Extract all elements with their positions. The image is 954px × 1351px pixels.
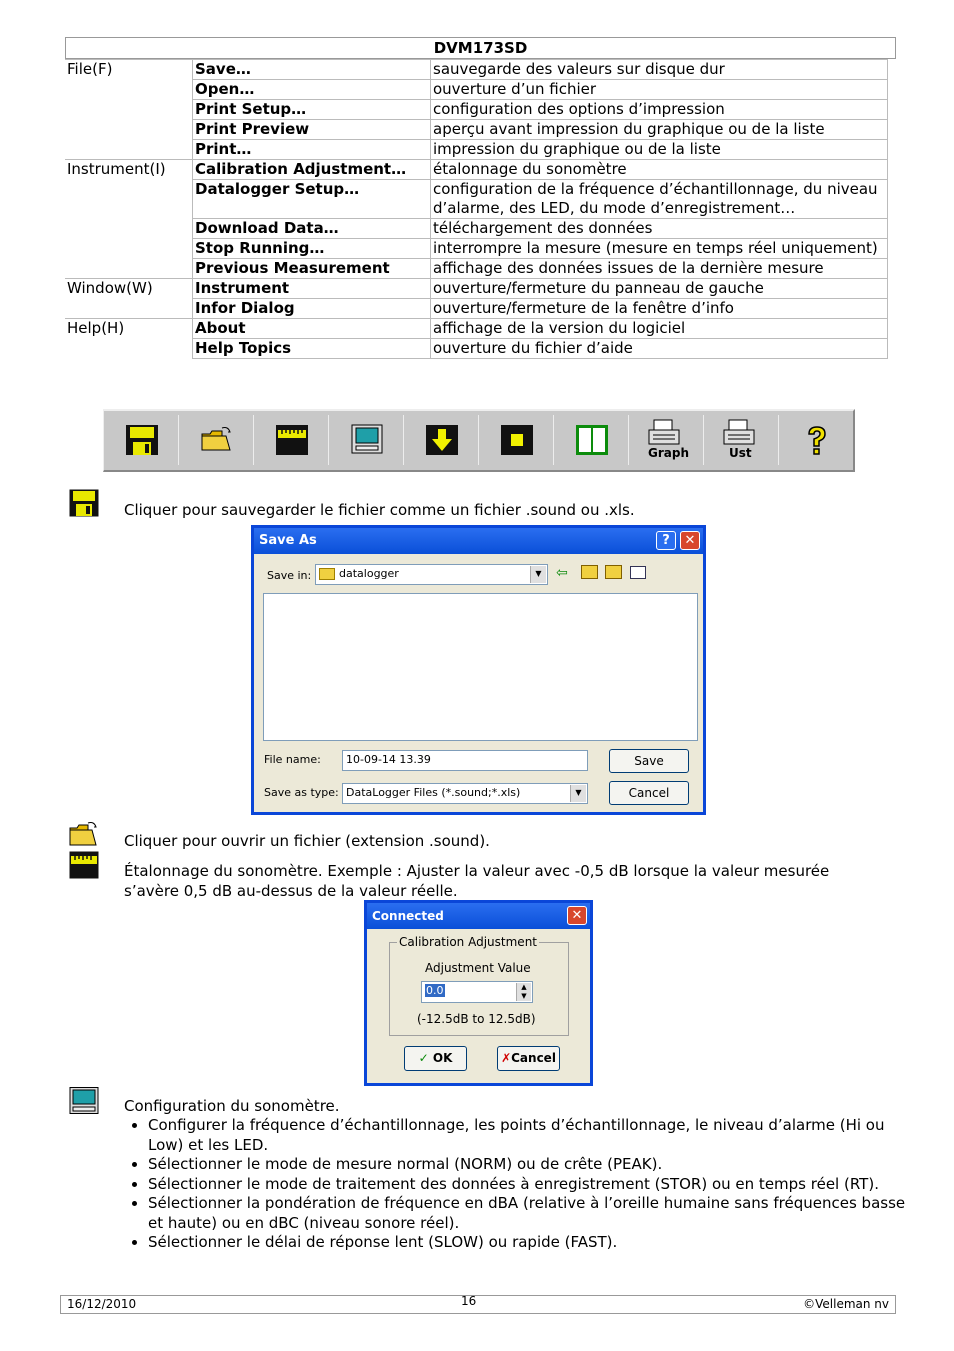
help-icon[interactable]: ? bbox=[656, 531, 676, 550]
menu-command: Help Topics bbox=[193, 339, 431, 359]
menu-description: sauvegarde des valeurs sur disque dur bbox=[431, 60, 888, 80]
cancel-button[interactable]: Cancel bbox=[609, 781, 689, 805]
adjustment-value-label: Adjustment Value bbox=[425, 961, 531, 975]
ruler-icon bbox=[69, 851, 99, 879]
toolbar-print-list-button[interactable] bbox=[705, 415, 779, 465]
close-icon[interactable]: ✕ bbox=[680, 531, 700, 550]
save-as-type-value: DataLogger Files (*.sound;*.xls) bbox=[346, 786, 521, 799]
save-as-title: Save As bbox=[259, 533, 317, 548]
document-footer bbox=[60, 1295, 896, 1314]
save-as-titlebar bbox=[254, 528, 703, 554]
menu-group: Instrument(I) bbox=[65, 160, 193, 279]
menu-description: configuration des options d’impression bbox=[431, 100, 888, 120]
list-item: • Configurer la fréquence d’échantillonnage, les points d’échantillonnage, le niveau d’alarme (Hi ou Low) et les LED. bbox=[148, 1116, 908, 1155]
adjustment-value: 0.0 bbox=[426, 984, 444, 997]
menu-description: configuration de la fréquence d’échantillonnage, du niveau d’alarme, des LED, du mode d’enregistrement… bbox=[431, 180, 888, 219]
ok-label: OK bbox=[432, 1051, 453, 1065]
menu-command: Previous Measurement bbox=[193, 259, 431, 279]
save-button[interactable]: Save bbox=[609, 749, 689, 773]
menu-command: Stop Running… bbox=[193, 239, 431, 259]
toolbar bbox=[103, 409, 855, 472]
menu-description: affichage de la version du logiciel bbox=[431, 319, 888, 339]
save-description: Cliquer pour sauvegarder le fichier comme un fichier .sound ou .xls. bbox=[124, 501, 635, 519]
question-mark-icon bbox=[800, 424, 834, 458]
menu-description: ouverture d’un fichier bbox=[431, 80, 888, 100]
setup-bullet-list bbox=[124, 1116, 908, 1253]
spin-arrows-icon[interactable]: ▲ ▼ bbox=[516, 983, 531, 1001]
save-in-label: Save in: bbox=[267, 569, 312, 582]
menu-command: Print… bbox=[193, 140, 431, 160]
chevron-down-icon[interactable]: ▼ bbox=[570, 785, 586, 802]
up-folder-icon[interactable] bbox=[581, 565, 598, 579]
cross-icon: ✗ bbox=[501, 1051, 512, 1065]
calibration-title: Connected bbox=[372, 909, 444, 923]
setup-intro: Configuration du sonomètre. bbox=[124, 1097, 340, 1115]
adjustment-range: (-12.5dB to 12.5dB) bbox=[417, 1012, 536, 1026]
menu-command: Download Data… bbox=[193, 219, 431, 239]
save-as-type-label: Save as type: bbox=[264, 786, 339, 799]
menu-description: aperçu avant impression du graphique ou de la liste bbox=[431, 120, 888, 140]
open-folder-icon bbox=[69, 821, 99, 847]
cancel-label: Cancel bbox=[511, 1051, 556, 1065]
download-arrow-icon bbox=[425, 424, 459, 456]
floppy-disk-icon bbox=[125, 424, 159, 456]
menu-description: ouverture du fichier d’aide bbox=[431, 339, 888, 359]
toolbar-setup-button[interactable] bbox=[330, 415, 404, 465]
list-item: • Sélectionner le mode de mesure normal (NORM) ou de crête (PEAK). bbox=[148, 1155, 908, 1175]
monitor-icon bbox=[69, 1087, 99, 1114]
menu-table bbox=[65, 59, 888, 359]
check-icon: ✓ bbox=[418, 1051, 429, 1065]
folder-icon bbox=[319, 568, 335, 580]
graph-label: Graph bbox=[648, 446, 689, 460]
table-row bbox=[65, 319, 888, 339]
file-name-value: 10-09-14 13.39 bbox=[346, 753, 431, 766]
back-arrow-icon[interactable]: ⇦ bbox=[556, 565, 568, 581]
toolbar-download-button[interactable] bbox=[405, 415, 479, 465]
menu-group: File(F) bbox=[65, 60, 193, 160]
toolbar-help-button[interactable] bbox=[780, 415, 854, 465]
menu-command: About bbox=[193, 319, 431, 339]
list-item: • Sélectionner la pondération de fréquence en dBA (relative à l’oreille humaine sans fréquences basse et haute) ou en dBC (niveau sonore réel). bbox=[148, 1194, 908, 1233]
menu-command: Open… bbox=[193, 80, 431, 100]
toolbar-save-button[interactable] bbox=[105, 415, 179, 465]
toolbar-previous-button[interactable] bbox=[555, 415, 629, 465]
floppy-disk-icon bbox=[69, 489, 99, 517]
menu-group: Window(W) bbox=[65, 279, 193, 319]
open-description: Cliquer pour ouvrir un fichier (extension .sound). bbox=[124, 832, 490, 850]
save-as-type-dropdown[interactable] bbox=[342, 783, 588, 804]
ruler-icon bbox=[275, 424, 309, 456]
calibration-group-label: Calibration Adjustment bbox=[399, 935, 537, 949]
view-menu-icon[interactable] bbox=[630, 566, 646, 579]
toolbar-calibration-button[interactable] bbox=[255, 415, 329, 465]
menu-description: ouverture/fermeture du panneau de gauche bbox=[431, 279, 888, 299]
file-list[interactable] bbox=[263, 593, 698, 741]
table-row bbox=[65, 60, 888, 80]
menu-command: Infor Dialog bbox=[193, 299, 431, 319]
document-title: DVM173SD bbox=[433, 39, 528, 57]
document-header bbox=[65, 37, 896, 59]
open-book-icon bbox=[575, 424, 609, 456]
chevron-down-icon[interactable]: ▼ bbox=[530, 566, 546, 583]
save-in-value: datalogger bbox=[339, 567, 399, 580]
monitor-icon bbox=[350, 424, 384, 456]
save-in-dropdown[interactable] bbox=[315, 564, 548, 585]
menu-description: affichage des données issues de la dernière mesure bbox=[431, 259, 888, 279]
file-name-input[interactable] bbox=[342, 750, 588, 771]
list-label: Ust bbox=[729, 446, 752, 460]
menu-command: Datalogger Setup… bbox=[193, 180, 431, 219]
calibration-description: Étalonnage du sonomètre. Exemple : Ajuster la valeur avec -0,5 dB lorsque la valeur mesurée s’avère 0,5 dB au-dessus de la valeur réelle. bbox=[124, 862, 830, 900]
table-row bbox=[65, 160, 888, 180]
ok-button[interactable] bbox=[404, 1046, 467, 1071]
close-icon[interactable]: ✕ bbox=[567, 906, 587, 925]
calibration-dialog bbox=[364, 900, 593, 1086]
menu-description: ouverture/fermeture de la fenêtre d’info bbox=[431, 299, 888, 319]
list-item: • Sélectionner le délai de réponse lent (SLOW) ou rapide (FAST). bbox=[148, 1233, 908, 1253]
file-name-label: File name: bbox=[264, 753, 321, 766]
table-row bbox=[65, 279, 888, 299]
page-number: 16 bbox=[461, 1294, 477, 1308]
stop-icon bbox=[500, 424, 534, 456]
menu-description: téléchargement des données bbox=[431, 219, 888, 239]
list-item: • Sélectionner le mode de traitement des données à enregistrement (STOR) ou en temps réel (RT). bbox=[148, 1175, 908, 1195]
footer-copyright: ©Velleman nv bbox=[803, 1297, 889, 1311]
menu-description: étalonnage du sonomètre bbox=[431, 160, 888, 180]
menu-command: Save… bbox=[193, 60, 431, 80]
footer-date: 16/12/2010 bbox=[67, 1297, 137, 1311]
menu-command: Print Setup… bbox=[193, 100, 431, 120]
menu-command: Print Preview bbox=[193, 120, 431, 140]
save-as-dialog bbox=[251, 525, 706, 815]
open-folder-icon bbox=[200, 424, 234, 456]
toolbar-open-button[interactable] bbox=[180, 415, 254, 465]
calibration-titlebar bbox=[367, 903, 590, 929]
new-folder-icon[interactable] bbox=[605, 565, 622, 579]
adjustment-value-stepper[interactable] bbox=[421, 981, 533, 1003]
menu-command: Calibration Adjustment… bbox=[193, 160, 431, 180]
menu-command: Instrument bbox=[193, 279, 431, 299]
cancel-button[interactable] bbox=[497, 1046, 560, 1071]
toolbar-stop-button[interactable] bbox=[480, 415, 554, 465]
toolbar-print-graph-button[interactable] bbox=[630, 415, 704, 465]
menu-group: Help(H) bbox=[65, 319, 193, 359]
menu-description: interrompre la mesure (mesure en temps réel uniquement) bbox=[431, 239, 888, 259]
menu-description: impression du graphique ou de la liste bbox=[431, 140, 888, 160]
